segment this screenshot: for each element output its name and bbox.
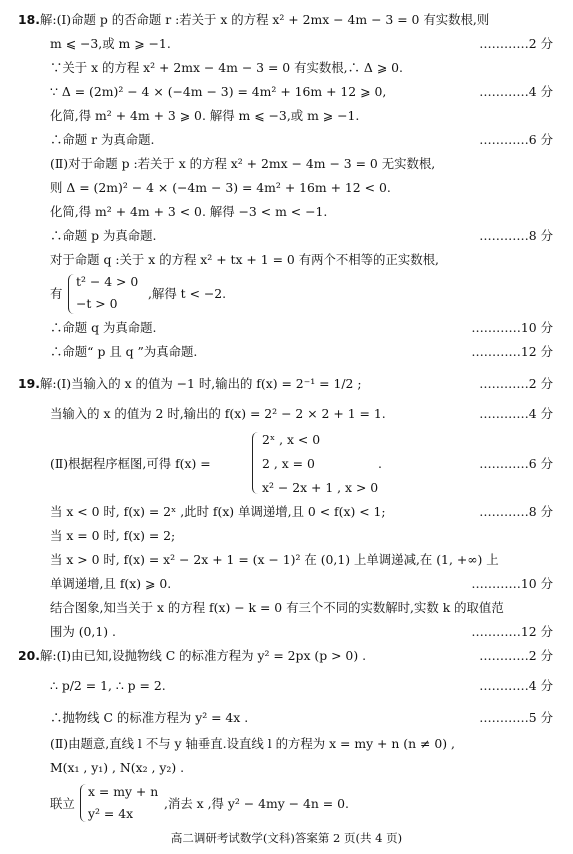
piecewise-suffix: . xyxy=(378,456,382,471)
piecewise-prefix: (Ⅱ)根据程序框图,可得 f(x) = xyxy=(50,456,211,471)
q18-line-1 xyxy=(0,8,573,32)
q20-line-5 xyxy=(0,756,573,780)
solution-text: 解:(Ⅰ)由已知,设抛物线 C 的标准方程为 y² = 2px (p > 0) . xyxy=(40,648,367,663)
solution-text: 当 x < 0 时, f(x) = 2ˣ ,此时 f(x) 单调递增,且 0 < f(x) < 1; xyxy=(50,504,386,519)
q18-line-11 xyxy=(0,248,573,272)
solution-text: M(x₁ , y₁) , N(x₂ , y₂) . xyxy=(50,760,185,775)
piecewise-row: x² − 2x + 1 , x > 0 xyxy=(262,480,379,495)
solution-text: (Ⅱ)对于命题 p :若关于 x 的方程 x² + 2mx − 4m − 3 = 0 无实数根, xyxy=(50,156,436,171)
score-mark: …………4 分 xyxy=(479,678,553,693)
question-number: 18. xyxy=(18,12,40,27)
q19-line-8 xyxy=(0,620,573,644)
question-number: 19. xyxy=(18,376,40,391)
q20-line-2 xyxy=(0,674,573,698)
q19-line-1 xyxy=(0,372,573,396)
solution-text: (Ⅱ)由题意,直线 l 不与 y 轴垂直.设直线 l 的方程为 x = my + n (n ≠ 0) , xyxy=(50,736,455,751)
q18-line-5 xyxy=(0,104,573,128)
system-prefix: 联立 xyxy=(50,796,75,811)
solution-text: ∵关于 x 的方程 x² + 2mx − 4m − 3 = 0 有实数根,∴ Δ ⩾ 0. xyxy=(50,60,403,75)
q19-line-7 xyxy=(0,596,573,620)
score-mark: …………2 分 xyxy=(479,36,553,51)
piecewise-row: 2 , x = 0 xyxy=(262,456,315,471)
q18-line-2 xyxy=(0,32,573,56)
q18-line-4 xyxy=(0,80,573,104)
score-mark: …………12 分 xyxy=(471,344,553,359)
q19-line-4 xyxy=(0,524,573,548)
system-suffix: ,消去 x ,得 y² − 4my − 4n = 0. xyxy=(164,796,349,811)
q18-line-9 xyxy=(0,200,573,224)
solution-text: ∴命题 q 为真命题. xyxy=(50,320,157,335)
score-mark: …………6 分 xyxy=(479,132,553,147)
system-prefix: 有 xyxy=(50,286,63,301)
solution-text: 围为 (0,1) . xyxy=(50,624,116,639)
solution-text: 结合图象,知当关于 x 的方程 f(x) − k = 0 有三个不同的实数解时,实数 k 的取值范 xyxy=(50,600,504,615)
solution-text: 当 x > 0 时, f(x) = x² − 2x + 1 = (x − 1)² 在 (0,1) 上单调递减,在 (1, +∞) 上 xyxy=(50,552,499,567)
q20-line-1 xyxy=(0,644,573,668)
q18-line-13 xyxy=(0,340,573,364)
score-mark: …………4 分 xyxy=(479,406,553,421)
page-footer: 高二调研考试数学(文科)答案第 2 页(共 4 页) xyxy=(170,831,403,845)
solution-text: 则 Δ = (2m)² − 4 × (−4m − 3) = 4m² + 16m + 12 < 0. xyxy=(50,180,391,195)
score-mark: …………10 分 xyxy=(471,576,553,591)
q18-line-6 xyxy=(0,128,573,152)
q18-line-8 xyxy=(0,176,573,200)
solution-text: 解:(Ⅰ)命题 p 的否命题 r :若关于 x 的方程 x² + 2mx − 4m − 3 = 0 有实数根,则 xyxy=(40,12,490,27)
solution-text: 当 x = 0 时, f(x) = 2; xyxy=(50,528,176,543)
score-mark: …………2 分 xyxy=(479,648,553,663)
q18-line-10 xyxy=(0,224,573,248)
solution-text: 对于命题 q :关于 x 的方程 x² + tx + 1 = 0 有两个不相等的正实数根, xyxy=(50,252,439,267)
q19-line-3 xyxy=(0,500,573,524)
system-row: y² = 4x xyxy=(88,806,134,821)
q19-line-5 xyxy=(0,548,573,572)
solution-text: 化简,得 m² + 4m + 3 ⩾ 0. 解得 m ⩽ −3,或 m ⩾ −1. xyxy=(50,108,360,123)
solution-text: ∴ p/2 = 1, ∴ p = 2. xyxy=(50,678,166,693)
system-suffix: ,解得 t < −2. xyxy=(148,286,227,301)
piecewise-row: 2ˣ , x < 0 xyxy=(262,432,321,447)
q19-line-2 xyxy=(0,402,573,426)
system-row: −t > 0 xyxy=(76,296,118,311)
score-mark: …………8 分 xyxy=(479,228,553,243)
solution-text: ∴命题“ p 且 q ”为真命题. xyxy=(50,344,198,359)
q18-line-7 xyxy=(0,152,573,176)
score-mark: …………4 分 xyxy=(479,84,553,99)
q20-line-3 xyxy=(0,706,573,730)
q19-line-6 xyxy=(0,572,573,596)
score-mark: …………6 分 xyxy=(479,456,553,471)
solution-text: ∴抛物线 C 的标准方程为 y² = 4x . xyxy=(50,710,249,725)
score-mark: …………12 分 xyxy=(471,624,553,639)
q18-line-12 xyxy=(0,316,573,340)
solution-text: 当输入的 x 的值为 2 时,输出的 f(x) = 2² − 2 × 2 + 1 = 1. xyxy=(50,406,386,421)
solution-text: 解:(Ⅰ)当输入的 x 的值为 −1 时,输出的 f(x) = 2⁻¹ = 1/2 ; xyxy=(40,376,362,391)
question-number: 20. xyxy=(18,648,40,663)
solution-text: ∴命题 p 为真命题. xyxy=(50,228,157,243)
score-mark: …………2 分 xyxy=(479,376,553,391)
solution-text: 单调递增,且 f(x) ⩾ 0. xyxy=(50,576,172,591)
system-row: t² − 4 > 0 xyxy=(76,274,139,289)
score-mark: …………10 分 xyxy=(471,320,553,335)
q18-line-3 xyxy=(0,56,573,80)
solution-text: ∵ Δ = (2m)² − 4 × (−4m − 3) = 4m² + 16m + 12 ⩾ 0, xyxy=(50,84,387,99)
solution-text: 化简,得 m² + 4m + 3 < 0. 解得 −3 < m < −1. xyxy=(50,204,328,219)
system-row: x = my + n xyxy=(88,784,159,799)
solution-text: m ⩽ −3,或 m ⩾ −1. xyxy=(50,36,171,51)
score-mark: …………5 分 xyxy=(479,710,553,725)
q20-line-4 xyxy=(0,732,573,756)
solution-text: ∴命题 r 为真命题. xyxy=(50,132,155,147)
score-mark: …………8 分 xyxy=(479,504,553,519)
